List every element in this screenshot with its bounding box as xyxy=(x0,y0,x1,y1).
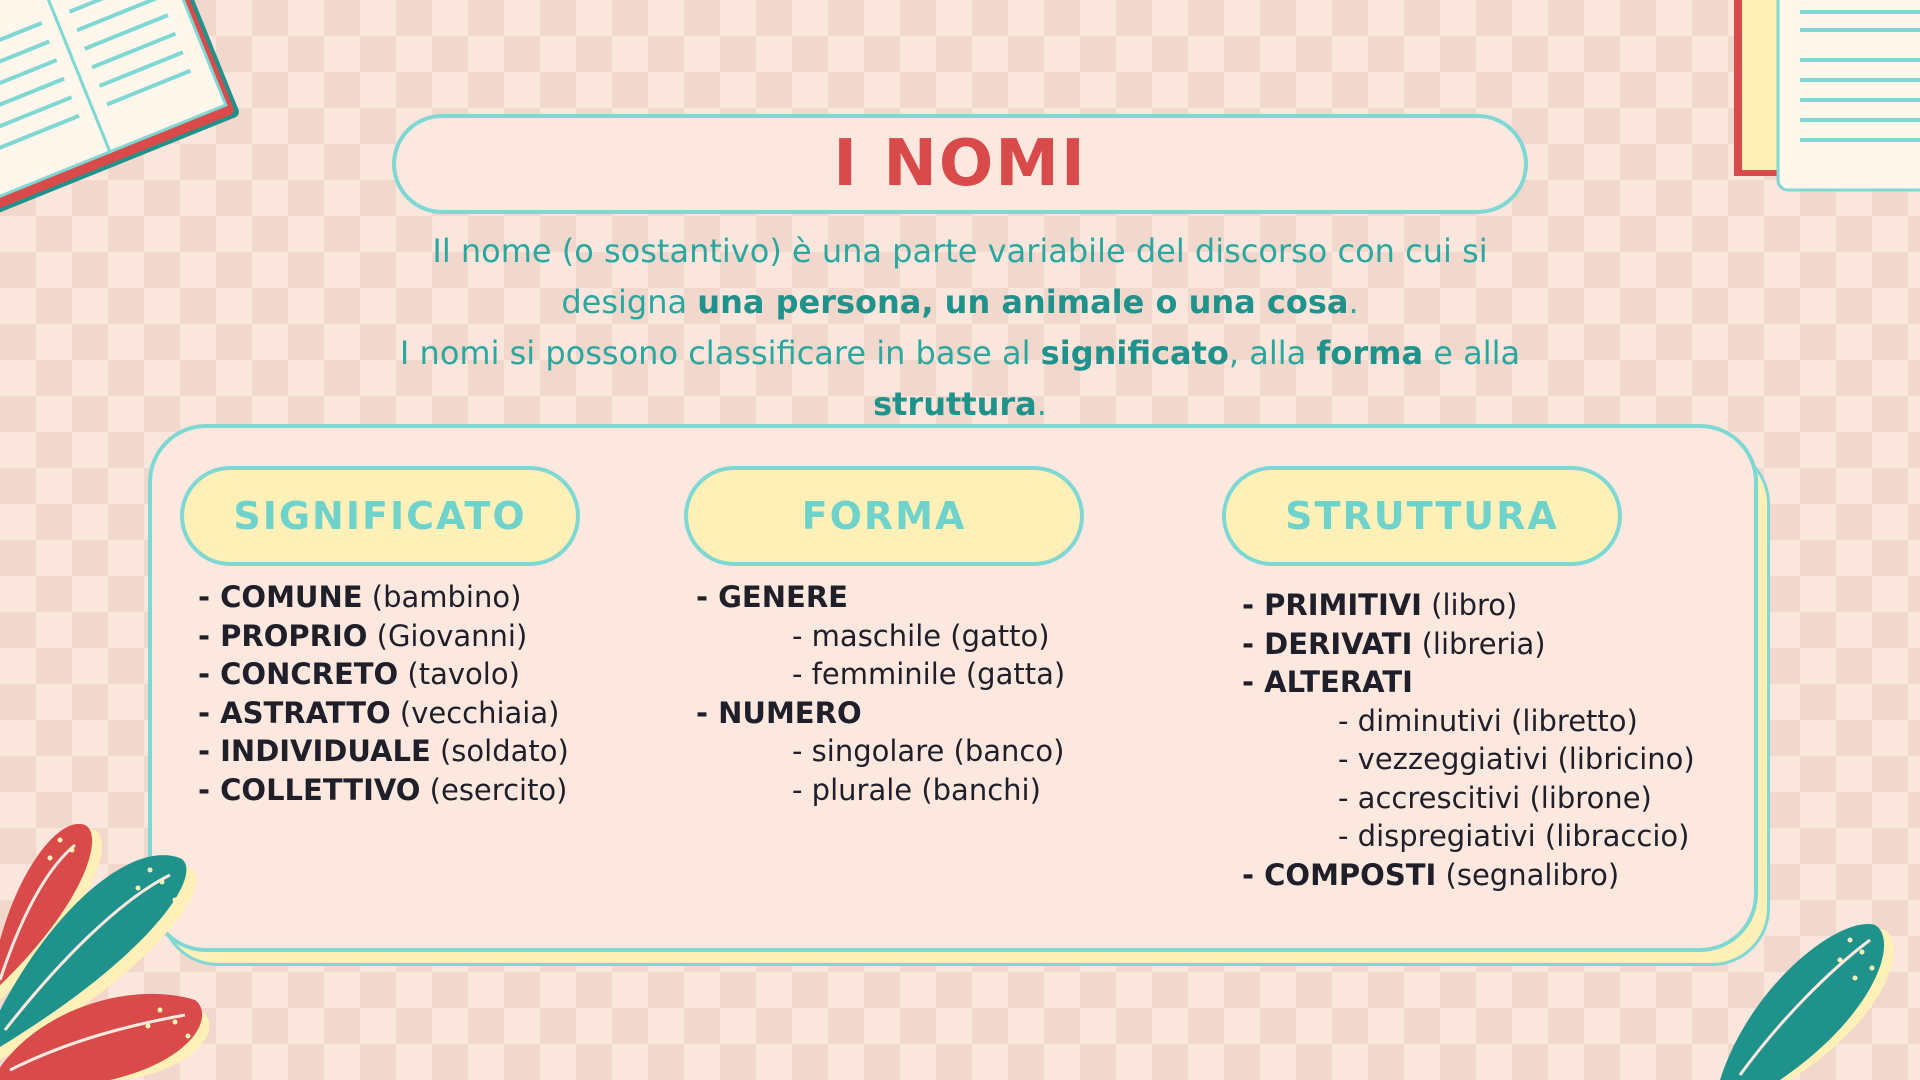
struttura-list xyxy=(1242,586,1695,894)
intro-paragraph xyxy=(350,226,1570,430)
list-item: - maschile (gatto) xyxy=(792,618,1050,653)
significato-list xyxy=(198,578,569,809)
leaf-icon xyxy=(0,800,230,1080)
list-item: - plurale (banchi) xyxy=(792,772,1041,807)
list-item: - ALTERATI xyxy=(1242,665,1413,699)
list-item: - vezzeggiativi (libricino) xyxy=(1338,742,1695,776)
list-item: - diminutivi (libretto) xyxy=(1338,703,1638,738)
list-item: - DERIVATI (libreria) xyxy=(1242,626,1546,661)
list-item: - CONCRETO (tavolo) xyxy=(198,657,520,691)
intro-line-3: I nomi si possono classificare in base al significato, alla forma e alla xyxy=(399,334,1521,372)
open-book-icon xyxy=(0,0,250,250)
list-item: - femminile (gatta) xyxy=(792,657,1066,691)
page-title: I NOMI xyxy=(833,127,1087,201)
intro-line-2: designa una persona, un animale o una cosa. xyxy=(561,283,1359,321)
forma-pill: FORMA xyxy=(684,466,1084,566)
struttura-pill: STRUTTURA xyxy=(1222,466,1622,566)
list-item: - singolare (banco) xyxy=(792,734,1065,768)
list-item: - PROPRIO (Giovanni) xyxy=(198,618,528,653)
list-item: - COLLETTIVO (esercito) xyxy=(198,772,568,807)
list-item: - dispregiativi (libraccio) xyxy=(1338,819,1690,853)
list-item: - ASTRATTO (vecchiaia) xyxy=(198,695,560,730)
list-item: - COMUNE (bambino) xyxy=(198,580,522,614)
intro-line-4: struttura. xyxy=(873,385,1047,423)
list-item: - COMPOSTI (segnalibro) xyxy=(1242,857,1620,892)
title-banner xyxy=(392,114,1528,214)
list-item: - INDIVIDUALE (soldato) xyxy=(198,734,569,768)
list-item: - NUMERO xyxy=(696,695,862,730)
list-item: - accrescitivi (librone) xyxy=(1338,780,1652,815)
intro-line-1: Il nome (o sostantivo) è una parte variabile del discorso con cui si xyxy=(432,232,1488,270)
significato-pill: SIGNIFICATO xyxy=(180,466,580,566)
forma-list xyxy=(696,578,1065,809)
list-item: - GENERE xyxy=(696,580,848,614)
list-item: - PRIMITIVI (libro) xyxy=(1242,588,1518,622)
leaf-icon xyxy=(1700,900,1920,1080)
open-book-icon xyxy=(1720,0,1920,200)
